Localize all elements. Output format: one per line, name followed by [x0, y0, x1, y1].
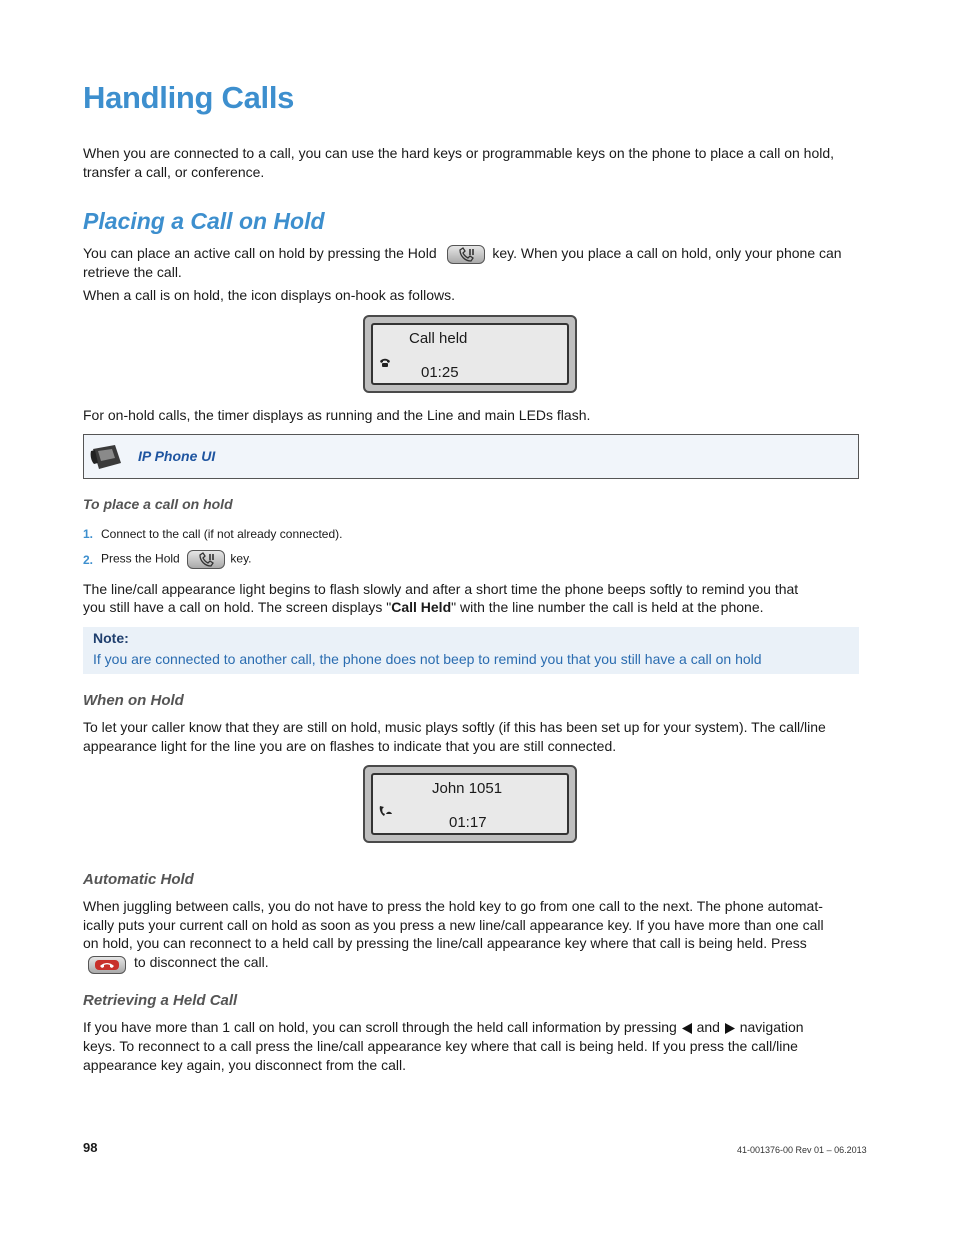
automatic-hold-line4: to disconnect the call.: [134, 954, 269, 970]
retrieving-line1-after: navigation: [739, 1019, 804, 1035]
lcd-john-line1: John 1051: [432, 780, 503, 797]
icon-paragraph: When a call is on hold, the icon displays on-hook as follows.: [83, 287, 455, 303]
page-title: Handling Calls: [83, 80, 295, 115]
intro-paragraph: When you are connected to a call, you can use the hard keys or programmable keys on the phone to place a call on hold, transfer a call, or conference.: [83, 145, 835, 180]
onhook-phone-icon: [379, 355, 391, 373]
flash-paragraph-line2-before: you still have a call on hold. The screen displays ": [83, 599, 392, 615]
ip-phone-ui-box: [83, 434, 859, 479]
procedure-title: To place a call on hold: [83, 496, 233, 512]
retrieving-line3: appearance key again, you disconnect from the call.: [83, 1057, 406, 1073]
ip-phone-icon: [89, 443, 125, 476]
flash-paragraph-line1: The line/call appearance light begins to flash slowly and after a short time the phone beeps softly to remind you that: [83, 581, 799, 597]
lcd-call-held-line1: Call held: [409, 330, 468, 347]
retrieving-title: Retrieving a Held Call: [83, 992, 238, 1009]
hold-key-icon: [447, 245, 485, 264]
hold-key-icon: [187, 550, 225, 569]
flash-paragraph-line2: [83, 598, 859, 617]
step-2-text: [101, 550, 252, 569]
when-on-hold-line2: appearance light for the line you are on flashes to indicate that you are still connected.: [83, 738, 617, 754]
flash-paragraph-line2-after: " with the line number the call is held at the phone.: [451, 599, 764, 615]
right-arrow-icon: [724, 1023, 736, 1034]
page-number: 98: [83, 1140, 98, 1155]
automatic-hold-line3: on hold, you can reconnect to a held call by pressing the line/call appearance key where that call is being held. Press: [83, 935, 807, 951]
retrieving-line1-before: If you have more than 1 call on hold, you can scroll through the held call information by pressing: [83, 1019, 677, 1035]
section-title: Placing a Call on Hold: [83, 208, 325, 234]
hold-paragraph-line2: retrieve the call.: [83, 264, 182, 280]
step-1-number: 1.: [83, 527, 94, 541]
hold-paragraph-before: You can place an active call on hold by pressing the Hold: [83, 245, 437, 261]
step-2-after: key.: [230, 551, 252, 566]
retrieving-line1-and: and: [696, 1019, 720, 1035]
when-on-hold-title: When on Hold: [83, 692, 184, 709]
hold-status-icon: [378, 804, 394, 822]
retrieving-line2: keys. To reconnect to a call press the line/call appearance key where that call is being held. If you press the call/line: [83, 1038, 798, 1054]
call-held-bold: Call Held: [391, 599, 452, 615]
automatic-hold-title: Automatic Hold: [83, 871, 194, 888]
step-2-number: 2.: [83, 553, 94, 567]
note-title: Note:: [93, 630, 129, 646]
lcd-john: [363, 765, 577, 843]
step-2-before: Press the Hold: [101, 551, 180, 566]
when-on-hold-line1: To let your caller know that they are still on hold, music plays softly (if this has been set up for your system). The call/line: [83, 719, 826, 735]
hold-paragraph: [83, 244, 859, 264]
left-arrow-icon: [681, 1023, 693, 1034]
document-revision: 41-001376-00 Rev 01 – 06.2013: [737, 1145, 867, 1155]
retrieving-line1: [83, 1018, 859, 1037]
automatic-hold-line2: ically puts your current call on hold as soon as you press a new line/call appearance key. If you have more than one call: [83, 917, 824, 933]
note-box: [83, 627, 859, 674]
note-text: If you are connected to another call, the phone does not beep to remind you that you still have a call on hold: [93, 651, 762, 667]
goodbye-key-icon: [88, 956, 126, 974]
lcd-john-timer: 01:17: [449, 814, 487, 831]
timer-paragraph: For on-hold calls, the timer displays as running and the Line and main LEDs flash.: [83, 407, 591, 423]
automatic-hold-line1: When juggling between calls, you do not have to press the hold key to go from one call to the next. The phone automat-: [83, 898, 823, 914]
hold-paragraph-after: key. When you place a call on hold, only your phone can: [492, 245, 842, 261]
lcd-call-held: [363, 315, 577, 393]
ip-phone-ui-label: IP Phone UI: [138, 448, 216, 464]
step-1-text: Connect to the call (if not already connected).: [101, 527, 343, 541]
lcd-call-held-timer: 01:25: [421, 364, 459, 381]
